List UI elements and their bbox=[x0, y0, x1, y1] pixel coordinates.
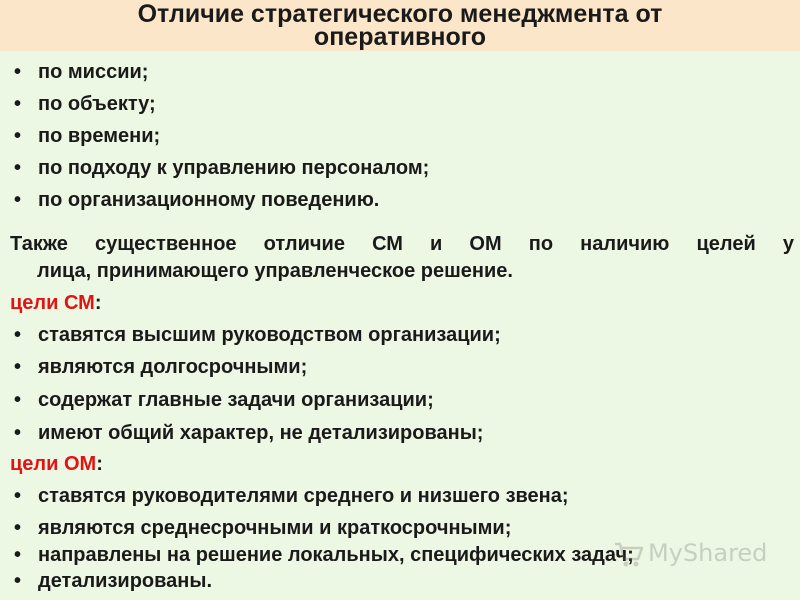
criteria-item-text: по организационному поведению. bbox=[38, 189, 380, 211]
sm-goal-text: имеют общий характер, не детализированы; bbox=[38, 422, 484, 444]
sm-goals-colon: : bbox=[94, 292, 102, 314]
paragraph-line-2: лица, принимающего управленческое решение. bbox=[37, 260, 513, 282]
sm-goal-item bbox=[14, 355, 307, 379]
bullet: • bbox=[14, 517, 22, 539]
bullet: • bbox=[14, 544, 22, 566]
criteria-item bbox=[14, 60, 148, 84]
sm-goal-text: содержат главные задачи организации; bbox=[38, 389, 434, 411]
paragraph-line-1: Также существенное отличие СМ и ОМ по наличию целей у bbox=[10, 233, 794, 255]
bullet: • bbox=[14, 570, 22, 592]
sm-goal-item bbox=[14, 388, 434, 412]
bullet: • bbox=[14, 485, 22, 507]
watermark bbox=[614, 537, 768, 573]
sm-goal-text: ставятся высшим руководством организации; bbox=[38, 324, 501, 346]
criteria-item-text: по миссии; bbox=[38, 61, 149, 83]
bullet: • bbox=[14, 189, 22, 211]
criteria-item-text: по подходу к управлению персоналом; bbox=[38, 157, 430, 179]
bullet: • bbox=[14, 157, 22, 179]
om-goals-label: цели ОМ bbox=[10, 453, 97, 475]
om-goal-text: направлены на решение локальных, специфических задач; bbox=[38, 544, 634, 566]
sm-goal-item bbox=[14, 421, 483, 445]
bullet: • bbox=[14, 324, 22, 346]
bullet: • bbox=[14, 422, 22, 444]
cart-icon bbox=[614, 541, 644, 569]
page-title-line-2: оперативного bbox=[313, 23, 487, 51]
om-goal-item bbox=[14, 569, 212, 593]
title-bar bbox=[0, 0, 800, 51]
om-goal-text: ставятся руководителями среднего и низшего звена; bbox=[38, 485, 569, 507]
om-goal-item bbox=[14, 516, 511, 540]
sm-goal-text: являются долгосрочными; bbox=[38, 356, 308, 378]
bullet: • bbox=[14, 61, 22, 83]
bullet: • bbox=[14, 356, 22, 378]
om-goal-item bbox=[14, 543, 634, 567]
bullet: • bbox=[14, 125, 22, 147]
watermark-text: MyShared bbox=[648, 539, 768, 567]
criteria-item bbox=[14, 92, 156, 116]
sm-goals-label: цели СМ bbox=[10, 292, 95, 314]
om-goal-text: являются среднесрочными и краткосрочными; bbox=[38, 517, 512, 539]
criteria-item bbox=[14, 156, 429, 180]
om-goal-text: детализированы. bbox=[38, 570, 213, 592]
bullet: • bbox=[14, 389, 22, 411]
sm-goals-heading bbox=[10, 291, 102, 315]
om-goal-item bbox=[14, 484, 569, 508]
om-goals-colon: : bbox=[96, 453, 103, 475]
bullet: • bbox=[14, 93, 22, 115]
om-goals-heading bbox=[10, 452, 103, 476]
criteria-item-text: по времени; bbox=[38, 125, 161, 147]
page-title-line-1: Отличие стратегического менеджмента от bbox=[137, 0, 663, 28]
criteria-item bbox=[14, 188, 379, 212]
criteria-item-text: по объекту; bbox=[38, 93, 156, 115]
sm-goal-item bbox=[14, 323, 501, 347]
criteria-item bbox=[14, 124, 160, 148]
